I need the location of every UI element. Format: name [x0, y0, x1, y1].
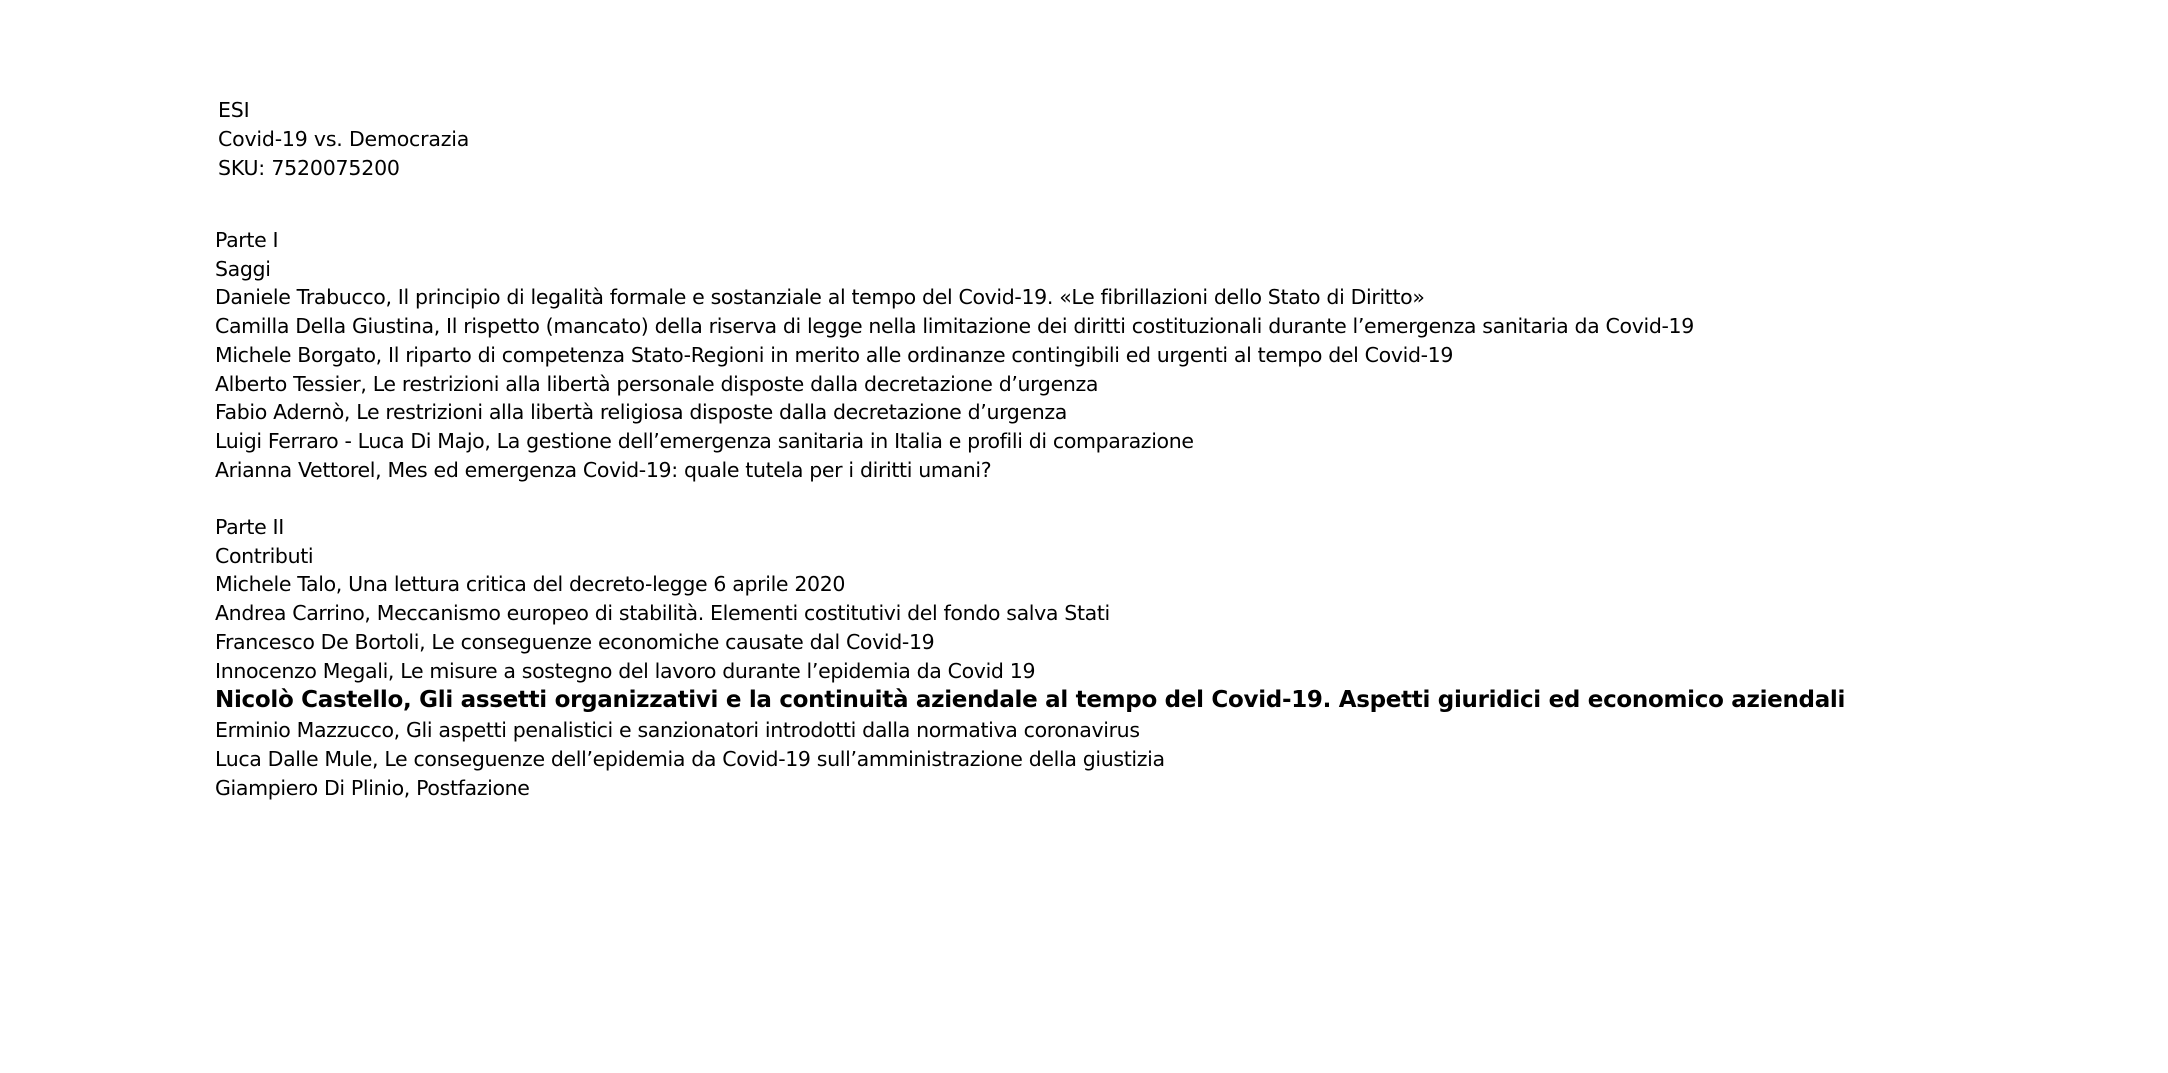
toc-entry: Innocenzo Megali, Le misure a sostegno del lavoro durante l’epidemia da Covid 19 — [215, 658, 1036, 683]
toc-entry: Michele Talo, Una lettura critica del decreto-legge 6 aprile 2020 — [215, 572, 846, 597]
publisher-name: ESI — [218, 98, 250, 122]
part-heading: Parte I — [215, 228, 279, 252]
toc-entry: Michele Borgato, Il riparto di competenza Stato-Regioni in merito alle ordinanze contingibili ed urgenti al tempo del Covid-19 — [215, 342, 1454, 367]
toc-entry: Alberto Tessier, Le restrizioni alla libertà personale disposte dalla decretazione d’urgenza — [215, 371, 1099, 396]
sku-line: SKU: 7520075200 — [218, 156, 400, 180]
toc-entry: Erminio Mazzucco, Gli aspetti penalistici e sanzionatori introdotti dalla normativa coronavirus — [215, 718, 1140, 743]
table-of-contents — [215, 226, 2115, 802]
toc-entry: Luigi Ferraro - Luca Di Majo, La gestione dell’emergenza sanitaria in Italia e profili di comparazione — [215, 428, 1194, 453]
part-heading: Parte II — [215, 515, 284, 540]
section-heading: Contributi — [215, 543, 314, 568]
section-heading: Saggi — [215, 256, 271, 281]
product-header — [218, 96, 1018, 183]
toc-entry: Luca Dalle Mule, Le conseguenze dell’epidemia da Covid-19 sull’amministrazione della giustizia — [215, 746, 1165, 771]
toc-entry: Fabio Adernò, Le restrizioni alla libertà religiosa disposte dalla decretazione d’urgenza — [215, 400, 1067, 425]
toc-entry: Giampiero Di Plinio, Postfazione — [215, 775, 530, 800]
toc-entry: Francesco De Bortoli, Le conseguenze economiche causate dal Covid-19 — [215, 629, 935, 654]
toc-entry: Daniele Trabucco, Il principio di legalità formale e sostanziale al tempo del Covid-19. «Le fibrillazioni dello Stato di Diritto» — [215, 285, 1425, 310]
book-title: Covid-19 vs. Democrazia — [218, 127, 470, 151]
toc-entry-highlighted: Nicolò Castello, Gli assetti organizzativi e la continuità aziendale al tempo del Covid-19. Aspetti giuridici ed economico aziendali — [215, 687, 1846, 714]
toc-entry: Andrea Carrino, Meccanismo europeo di stabilità. Elementi costitutivi del fondo salva Stati — [215, 601, 1110, 626]
toc-entry: Arianna Vettorel, Mes ed emergenza Covid-19: quale tutela per i diritti umani? — [215, 457, 992, 482]
toc-entry: Camilla Della Giustina, Il rispetto (mancato) della riserva di legge nella limitazione dei diritti costituzionali durante l’emergenza sanitaria da Covid-19 — [215, 314, 1694, 339]
